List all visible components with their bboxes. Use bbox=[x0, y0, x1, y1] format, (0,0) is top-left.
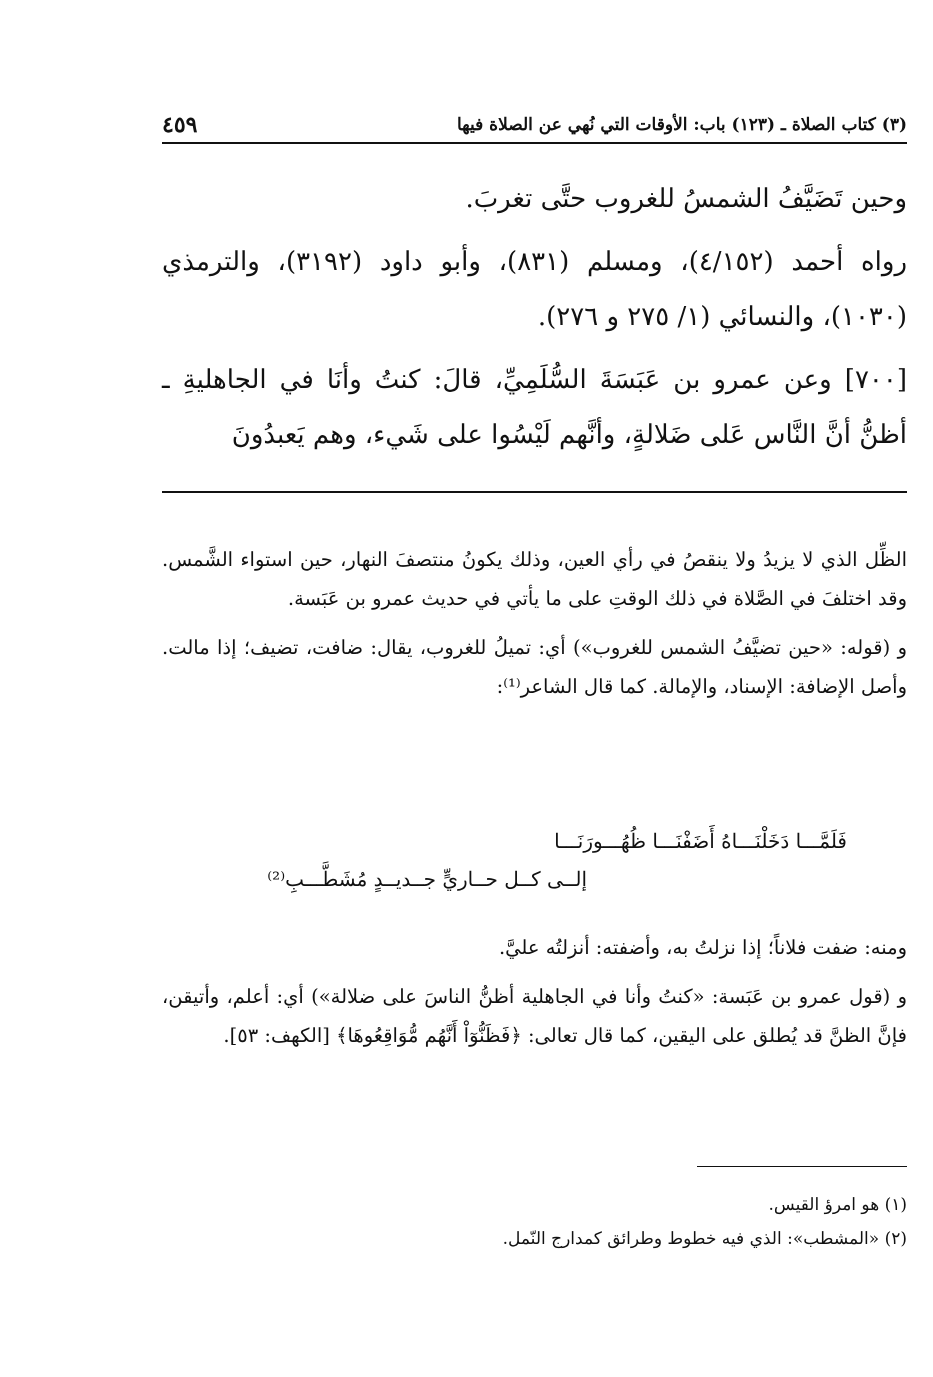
footnote-divider bbox=[697, 1166, 907, 1167]
commentary-continued bbox=[162, 928, 907, 1055]
main-text bbox=[162, 172, 907, 463]
running-header bbox=[162, 108, 907, 144]
hadith-paragraph: [٧٠٠] وعن عمرو بن عَبَسَةَ السُّلَمِيِّ، قالَ: كنتُ وأنَا في الجاهليةِ ـ أظنُّ أنَّ النَّاس عَلى ضَلالةٍ، وأنَّهم لَيْسُوا على شَيء، وهم يَعبدُونَ bbox=[162, 365, 907, 450]
commentary-paragraph: و (قول عمرو بن عَبَسة: «كنتُ وأنا في الجاهلية أظنُّ الناسَ على ضلالة») أي: أعلم، وأتيقن، فإنَّ الظنَّ قد يُطلق على اليقين، كما قال تعالى: ﴿فَظَنُّوٓاْ أَنَّهُم مُّوَاقِعُوهَا﴾ [الكهف: ٥٣]. bbox=[162, 985, 907, 1047]
commentary bbox=[162, 540, 907, 706]
verse-line-2: إلــى كــل حــاريٍّ جــديــدٍ مُشَطَّـــبِ⁽²⁾ bbox=[267, 867, 587, 891]
commentary-paragraph: ومنه: ضفت فلاناً؛ إذا نزلتُ به، وأضفته: أنزلتُه عليَّ. bbox=[498, 936, 907, 959]
footnote-1: (١) هو امرؤ القيس. bbox=[768, 1195, 907, 1215]
verse-line-1: فَلَمَّـــا دَخَلْنَـــاهُ أَضَفْنَـــا ظُهُـــورَنَـــا bbox=[554, 829, 847, 853]
poetry-verse bbox=[162, 822, 907, 898]
footnote-2: (٢) «المشطب»: الذي فيه خطوط وطرائق كمدارج النّمل. bbox=[502, 1229, 907, 1249]
page-number: ٤٥٩ bbox=[162, 112, 198, 138]
section-divider bbox=[162, 491, 907, 493]
takhrij-paragraph: رواه أحمد (٤/١٥٢)، ومسلم (٨٣١)، وأبو داود (٣١٩٢)، والترمذي (١٠٣٠)، والنسائي (١/ ٢٧٥ و ٢٧٦). bbox=[162, 247, 908, 332]
commentary-paragraph: و (قوله: «حين تضيَّفُ الشمس للغروب») أي: تميلُ للغروب، يقال: ضافت، تضيف؛ إذا مالت. وأصل الإضافة: الإسناد، والإمالة. كما قال الشاعر⁽¹⁾: bbox=[162, 636, 907, 698]
matn-line: وحين تَضَيَّفُ الشمسُ للغروب حتَّى تغربَ. bbox=[465, 184, 907, 214]
commentary-paragraph: الظِّل الذي لا يزيدُ ولا ينقصُ في رأي العين، وذلك يكونُ منتصفَ النهار، حين استواء الشَّمس. وقد اختلفَ في الصَّلاة في ذلك الوقتِ على ما يأتي في حديث عمرو بن عَبَسة. bbox=[162, 548, 907, 610]
header-title: (٣) كتاب الصلاة ـ (١٢٣) باب: الأوقات التي نُهي عن الصلاة فيها bbox=[456, 115, 907, 135]
footnotes bbox=[162, 1188, 907, 1256]
